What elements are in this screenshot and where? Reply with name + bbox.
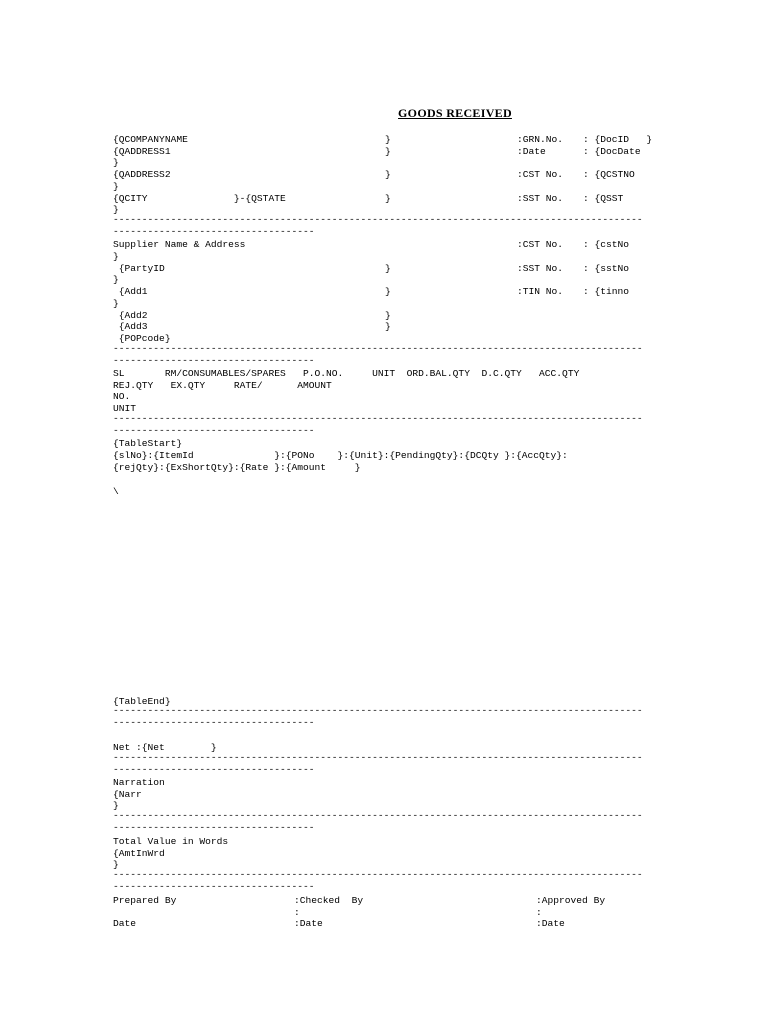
separator: ----------------------------------- [113, 764, 315, 775]
grn-no-value: : {DocID } [583, 134, 653, 145]
wrap-brace: } [113, 859, 119, 870]
backslash-marker: \ [113, 486, 119, 497]
address2-close: } [385, 169, 391, 180]
party-id: {PartyID [113, 263, 165, 274]
table-start: {TableStart} [113, 438, 183, 449]
net-amount: Net :{Net } [113, 742, 217, 753]
date-approved: :Date [536, 918, 565, 929]
tin-label: :TIN No. [517, 286, 564, 297]
separator: ----------------------------------- [113, 355, 315, 366]
pop-code: {POPcode} [113, 333, 171, 344]
add1-close: } [385, 286, 391, 297]
address2: {QADDRESS2 [113, 169, 171, 180]
separator: -------------------------------------------------------------------------------------------- [113, 869, 643, 880]
company-name: {QCOMPANYNAME [113, 134, 188, 145]
separator: -------------------------------------------------------------------------------------------- [113, 752, 643, 763]
sst-value: : {QSST [583, 193, 624, 204]
colon-mark: : [536, 907, 542, 918]
date-value: : {DocDate [583, 146, 641, 157]
grn-no-label: :GRN.No. [517, 134, 564, 145]
separator: -------------------------------------------------------------------------------------------- [113, 705, 643, 716]
separator: -------------------------------------------------------------------------------------------- [113, 343, 643, 354]
supplier-label: Supplier Name & Address [113, 239, 246, 250]
add2: {Add2 [113, 310, 148, 321]
city-state: {QCITY }-{QSTATE [113, 193, 286, 204]
column-headings-line3: NO. [113, 391, 131, 402]
separator: -------------------------------------------------------------------------------------------- [113, 810, 643, 821]
wrap-brace: } [113, 298, 119, 309]
wrap-brace: } [113, 157, 119, 168]
separator: ----------------------------------- [113, 822, 315, 833]
date-prepared: Date [113, 918, 137, 929]
narration-label: Narration [113, 777, 165, 788]
wrap-brace: } [113, 181, 119, 192]
company-name-close: } [385, 134, 391, 145]
supplier-cst-label: :CST No. [517, 239, 564, 250]
table-row-template: {slNo}:{ItemId }:{PONo }:{Unit}:{PendingQty}:{DCQty }:{AccQty}: [113, 450, 568, 461]
wrap-brace: } [113, 274, 119, 285]
approved-by: :Approved By [536, 895, 606, 906]
add2-close: } [385, 310, 391, 321]
colon-mark: : [294, 907, 300, 918]
separator: ----------------------------------- [113, 717, 315, 728]
wrap-brace: } [113, 204, 119, 215]
table-row-template-cont: {rejQty}:{ExShortQty}:{Rate }:{Amount } [113, 462, 361, 473]
cst-value: : {QCSTNO [583, 169, 635, 180]
wrap-brace: } [113, 800, 119, 811]
separator: ----------------------------------- [113, 881, 315, 892]
separator: -------------------------------------------------------------------------------------------- [113, 413, 643, 424]
tin-value: : {tinno [583, 286, 630, 297]
date-checked: :Date [294, 918, 323, 929]
cst-label: :CST No. [517, 169, 564, 180]
supplier-sst-value: : {sstNo [583, 263, 630, 274]
party-id-close: } [385, 263, 391, 274]
separator: -------------------------------------------------------------------------------------------- [113, 214, 643, 225]
column-headings-line1: SL RM/CONSUMABLES/SPARES P.O.NO. UNIT ORD.BAL.QTY D.C.QTY ACC.QTY [113, 368, 580, 379]
wrap-brace: } [113, 251, 119, 262]
document-title: GOODS RECEIVED [398, 106, 512, 120]
address1-close: } [385, 146, 391, 157]
supplier-cst-value: : {cstNo [583, 239, 630, 250]
address1: {QADDRESS1 [113, 146, 171, 157]
separator: ----------------------------------- [113, 425, 315, 436]
city-state-close: } [385, 193, 391, 204]
total-words-label: Total Value in Words [113, 836, 229, 847]
column-headings-line4: UNIT [113, 403, 137, 414]
separator: ----------------------------------- [113, 226, 315, 237]
table-end: {TableEnd} [113, 696, 171, 707]
add3-close: } [385, 321, 391, 332]
supplier-sst-label: :SST No. [517, 263, 564, 274]
add1: {Add1 [113, 286, 148, 297]
prepared-by: Prepared By [113, 895, 177, 906]
add3: {Add3 [113, 321, 148, 332]
column-headings-line2: REJ.QTY EX.QTY RATE/ AMOUNT [113, 380, 332, 391]
narration-value: {Narr [113, 789, 142, 800]
total-words-value: {AmtInWrd [113, 848, 165, 859]
checked-by: :Checked By [294, 895, 364, 906]
sst-label: :SST No. [517, 193, 564, 204]
date-label: :Date [517, 146, 546, 157]
